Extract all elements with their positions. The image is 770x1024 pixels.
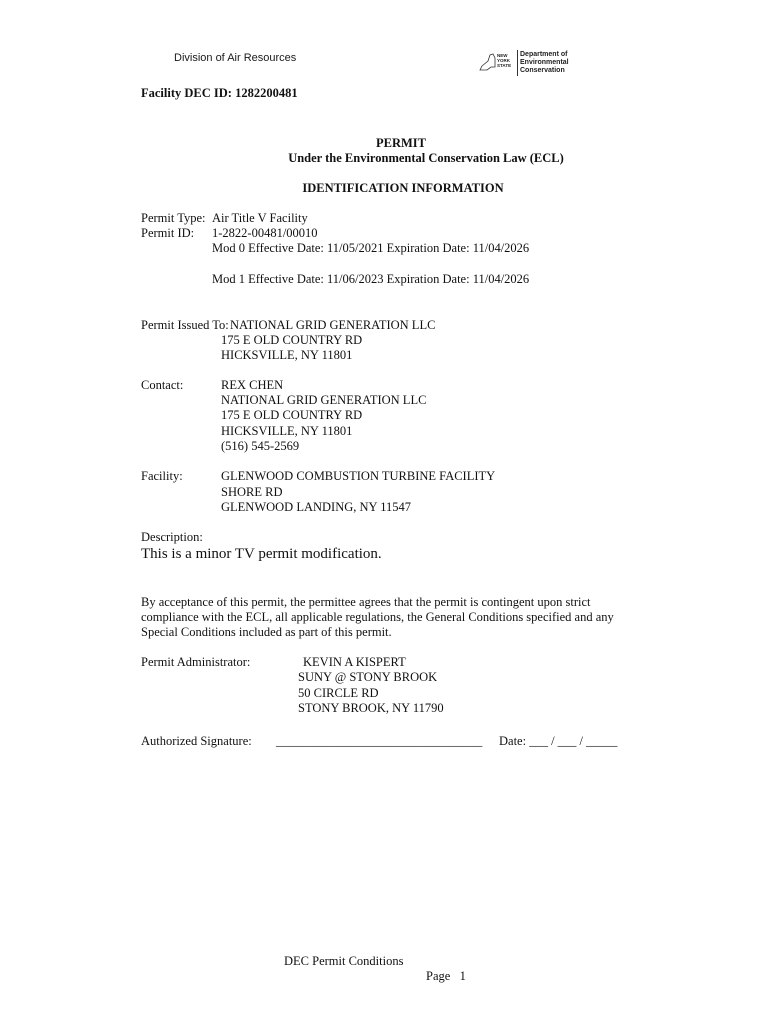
permit-id-value: 1-2822-00481/00010 [212, 226, 318, 240]
issued-to-line: NATIONAL GRID GENERATION LLC [230, 318, 436, 332]
signature-date: Date: ___ / ___ / _____ [499, 734, 618, 748]
facility-dec-id: Facility DEC ID: 1282200481 [141, 86, 298, 100]
permit-title: PERMIT [376, 136, 426, 150]
contact-line: REX CHEN [221, 378, 284, 392]
contact-line: 175 E OLD COUNTRY RD [221, 408, 363, 422]
nys-dec-logo [478, 48, 598, 78]
contact-line: NATIONAL GRID GENERATION LLC [221, 393, 427, 407]
administrator-line: STONY BROOK, NY 11790 [298, 701, 444, 715]
contact-label: Contact: [141, 378, 184, 392]
permit-id-label: Permit ID: [141, 226, 195, 240]
permit-type-label: Permit Type: [141, 211, 206, 225]
footer-conditions: DEC Permit Conditions [284, 954, 404, 968]
division-title: Division of Air Resources [174, 52, 297, 64]
issued-to-line: 175 E OLD COUNTRY RD [221, 333, 363, 347]
ny-state-map-icon [478, 52, 498, 74]
issued-to-label: Permit Issued To: [141, 318, 229, 332]
facility-line: SHORE RD [221, 485, 283, 499]
facility-label: Facility: [141, 469, 183, 483]
page-number: Page 1 [426, 969, 466, 983]
contact-phone: (516) 545-2569 [221, 439, 300, 453]
mod1-dates: Mod 1 Effective Date: 11/06/2023 Expiration Date: 11/04/2026 [212, 272, 530, 286]
facility-line: GLENWOOD LANDING, NY 11547 [221, 500, 412, 514]
mod0-dates: Mod 0 Effective Date: 11/05/2021 Expiration Date: 11/04/2026 [212, 241, 530, 255]
administrator-line: SUNY @ STONY BROOK [298, 670, 438, 684]
issued-to-line: HICKSVILLE, NY 11801 [221, 348, 353, 362]
permit-subtitle: Under the Environmental Conservation Law (ECL) [288, 151, 564, 165]
administrator-line: KEVIN A KISPERT [303, 655, 406, 669]
acceptance-line: Special Conditions included as part of this permit. [141, 625, 392, 639]
logo-department-text: Department of Environmental Conservation [520, 51, 569, 74]
logo-divider [517, 50, 518, 76]
signature-label: Authorized Signature: [141, 734, 252, 748]
administrator-line: 50 CIRCLE RD [298, 686, 379, 700]
logo-state-text: NEW YORK STATE [497, 53, 512, 68]
facility-line: GLENWOOD COMBUSTION TURBINE FACILITY [221, 469, 496, 483]
permit-type-value: Air Title V Facility [212, 211, 308, 225]
description-label: Description: [141, 530, 203, 544]
administrator-label: Permit Administrator: [141, 655, 251, 669]
contact-line: HICKSVILLE, NY 11801 [221, 424, 353, 438]
section-heading: IDENTIFICATION INFORMATION [302, 181, 504, 195]
acceptance-line: compliance with the ECL, all applicable regulations, the General Conditions specified and any [141, 610, 614, 624]
description-text: This is a minor TV permit modification. [141, 546, 382, 562]
signature-line: _________________________________ [276, 734, 483, 748]
acceptance-line: By acceptance of this permit, the permittee agrees that the permit is contingent upon strict [141, 595, 591, 609]
